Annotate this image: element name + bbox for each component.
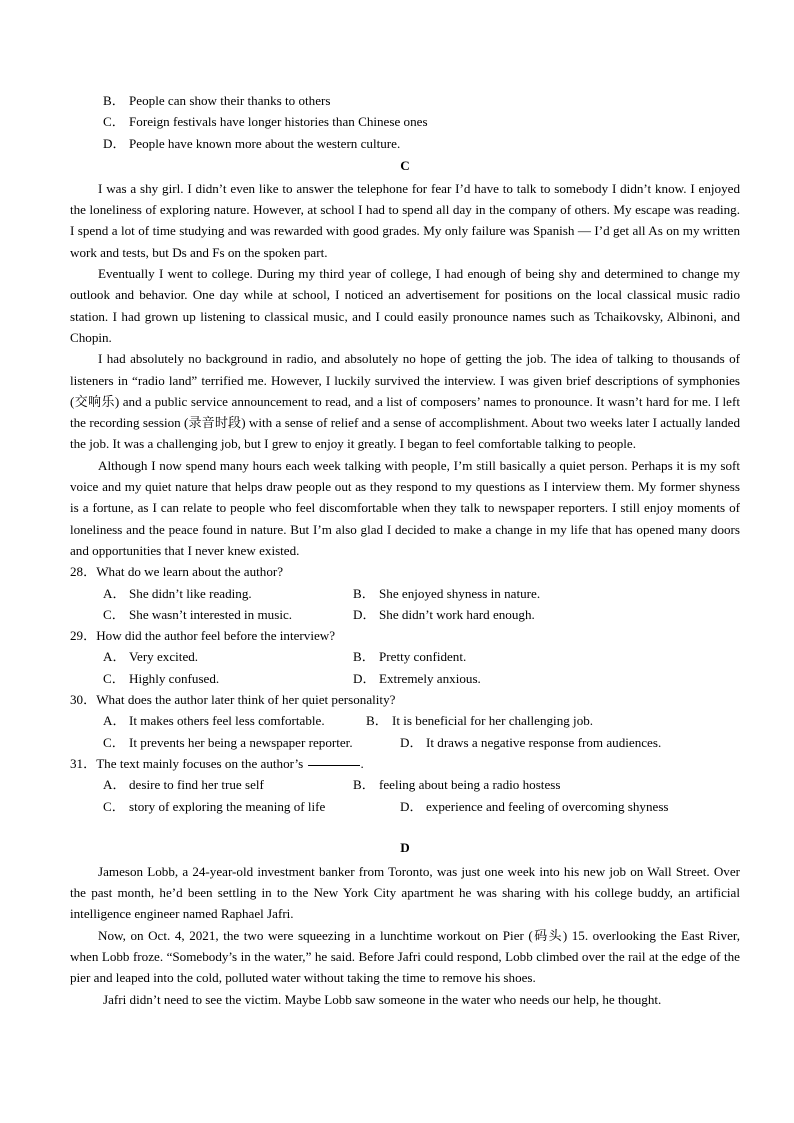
question-text: How did the author feel before the interview? <box>96 628 336 644</box>
question-31-options-row-2 <box>70 796 740 817</box>
option-letter: B． <box>366 713 388 729</box>
passage-c-paragraph-2: Eventually I went to college. During my third year of college, I had enough of being shy and determined to change my outlook and behavior. One day while at school, I noticed an advertisement for positions on the local classical music radio station. I had grown up listening to classical music, and I could easily pronounce names such as Tchaikovsky, Albinoni, and Chopin. <box>70 266 740 345</box>
option-c[interactable] <box>103 732 353 753</box>
option-b[interactable] <box>353 646 466 667</box>
question-30-options-row-2 <box>70 732 740 753</box>
option-text: She didn’t like reading. <box>129 585 252 601</box>
question-29-options-row-2 <box>70 668 740 689</box>
passage-d-paragraph-2: Now, on Oct. 4, 2021, the two were squeezing in a lunchtime workout on Pier (码头) 15. overlooking the East River, when Lobb froze. “Somebody’s in the water,” he said. Before Jafri could respond, Lobb climbed over the rail at the edge of the pier and leaped into the cold, polluted water without taking the time to remove his shoes. <box>70 927 740 986</box>
question-28-options-row-1 <box>70 583 740 604</box>
option-line <box>103 111 740 132</box>
option-b[interactable] <box>353 774 560 795</box>
option-a[interactable] <box>103 646 198 667</box>
option-b[interactable] <box>353 583 540 604</box>
option-text: She didn’t work hard enough. <box>379 606 535 622</box>
option-c[interactable] <box>103 604 292 625</box>
option-letter: C． <box>103 606 125 622</box>
option-letter: C． <box>103 670 125 686</box>
option-text: She enjoyed shyness in nature. <box>379 585 541 601</box>
option-c[interactable] <box>103 668 219 689</box>
option-letter: C． <box>103 114 125 130</box>
question-text: The text mainly focuses on the author’s <box>96 755 307 771</box>
option-letter: B． <box>353 649 375 665</box>
option-d[interactable] <box>353 668 481 689</box>
question-31 <box>70 753 740 774</box>
question-text-end: . <box>360 755 364 771</box>
section-heading-c: C <box>400 157 410 173</box>
option-text: It prevents her being a newspaper reporter. <box>129 734 353 750</box>
option-letter: D． <box>400 798 423 814</box>
question-number: 30． <box>70 692 97 708</box>
option-text: desire to find her true self <box>129 777 264 793</box>
option-text: People have known more about the western culture. <box>129 135 401 151</box>
option-text: experience and feeling of overcoming shyness <box>426 798 669 814</box>
option-letter: D． <box>400 734 423 750</box>
option-d[interactable] <box>400 732 661 753</box>
option-letter: D． <box>103 135 126 151</box>
option-text: feeling about being a radio hostess <box>379 777 561 793</box>
option-text: Foreign festivals have longer histories than Chinese ones <box>129 114 428 130</box>
option-text: Pretty confident. <box>379 649 467 665</box>
option-line <box>103 90 740 111</box>
passage-c-paragraph-4: Although I now spend many hours each week talking with people, I’m still basically a quiet person. Perhaps it is my soft voice and my quiet nature that helps draw people out as they respond to my questions as I interview them. My former shyness is a fortune, as I can relate to people who feel discomfortable when they talk to newspaper reporters. I still enjoy moments of loneliness and the peace found in nature. But I’m also glad I decided to make a change in my life that has opened many doors and opportunities that I never knew existed. <box>70 457 740 558</box>
option-a[interactable] <box>103 774 264 795</box>
question-30-options-row-1 <box>70 710 740 731</box>
question-text: What does the author later think of her quiet personality? <box>96 692 396 708</box>
option-letter: C． <box>103 798 125 814</box>
option-d[interactable] <box>353 604 535 625</box>
question-29 <box>70 625 740 646</box>
option-text: People can show their thanks to others <box>129 93 331 108</box>
question-31-options-row-1 <box>70 774 740 795</box>
answer-blank[interactable] <box>308 765 360 766</box>
option-letter: D． <box>353 670 376 686</box>
question-29-options-row-1 <box>70 646 740 667</box>
option-text: story of exploring the meaning of life <box>129 798 326 814</box>
option-letter: B． <box>103 93 125 108</box>
option-text: Very excited. <box>129 649 199 665</box>
passage-c-paragraph-1: I was a shy girl. I didn’t even like to answer the telephone for fear I’d have to talk to somebody I didn’t know. I enjoyed the loneliness of exploring nature. However, at school I had to spend all day in the company of others. My escape was reading. I spend a lot of time studying and was rewarded with good grades. My only failure was Spanish — I’d get all As on my written work and tests, but Ds and Fs on the spoken part. <box>70 180 740 260</box>
passage-c-paragraph-3: I had absolutely no background in radio, and absolutely no hope of getting the job. The idea of talking to thousands of listeners in “radio land” terrified me. However, I luckily survived the interview. I was given brief descriptions of symphonies (交响乐) and a public service announcement to read, and a list of composers’ names to pronounce. It wasn’t hard for me. I left the recording session (录音时段) with a sense of relief and a sense of accomplishment. About two weeks later I actually landed the job. It was a challenging job, but I grew to enjoy it greatly. I began to feel comfortable talking to people. <box>70 351 740 452</box>
option-text: Highly confused. <box>129 670 220 686</box>
option-b[interactable] <box>366 710 593 731</box>
option-text: Extremely anxious. <box>379 670 481 686</box>
question-28 <box>70 561 740 582</box>
section-heading-d: D <box>400 839 410 855</box>
passage-d-paragraph-3: Jafri didn’t need to see the victim. Maybe Lobb saw someone in the water who needs our help, he thought. <box>103 991 662 1007</box>
option-a[interactable] <box>103 583 252 604</box>
question-number: 31． <box>70 755 97 771</box>
option-letter: A． <box>103 713 126 729</box>
option-letter: D． <box>353 606 376 622</box>
option-c[interactable] <box>103 796 325 817</box>
option-letter: A． <box>103 585 126 601</box>
option-letter: A． <box>103 649 126 665</box>
question-number: 28． <box>70 564 97 580</box>
option-letter: B． <box>353 777 375 793</box>
passage-d-paragraph-1: Jameson Lobb, a 24-year-old investment banker from Toronto, was just one week into his new job on Wall Street. Over the past month, he’d been settling in to the New York City apartment he was sharing with his college buddy, an artificial intelligence engineer named Raphael Jafri. <box>70 863 740 922</box>
question-number: 29． <box>70 628 97 644</box>
option-letter: C． <box>103 734 125 750</box>
option-line <box>103 133 740 154</box>
option-a[interactable] <box>103 710 325 731</box>
option-text: She wasn’t interested in music. <box>129 606 293 622</box>
option-text: It is beneficial for her challenging job. <box>392 713 594 729</box>
option-letter: A． <box>103 777 126 793</box>
option-text: It draws a negative response from audiences. <box>426 734 662 750</box>
question-text: What do we learn about the author? <box>96 564 284 580</box>
document-body <box>70 90 740 1010</box>
option-text: It makes others feel less comfortable. <box>129 713 325 729</box>
option-letter: B． <box>353 585 375 601</box>
question-28-options-row-2 <box>70 604 740 625</box>
question-30 <box>70 689 740 710</box>
option-d[interactable] <box>400 796 669 817</box>
previous-question-options <box>70 90 740 154</box>
